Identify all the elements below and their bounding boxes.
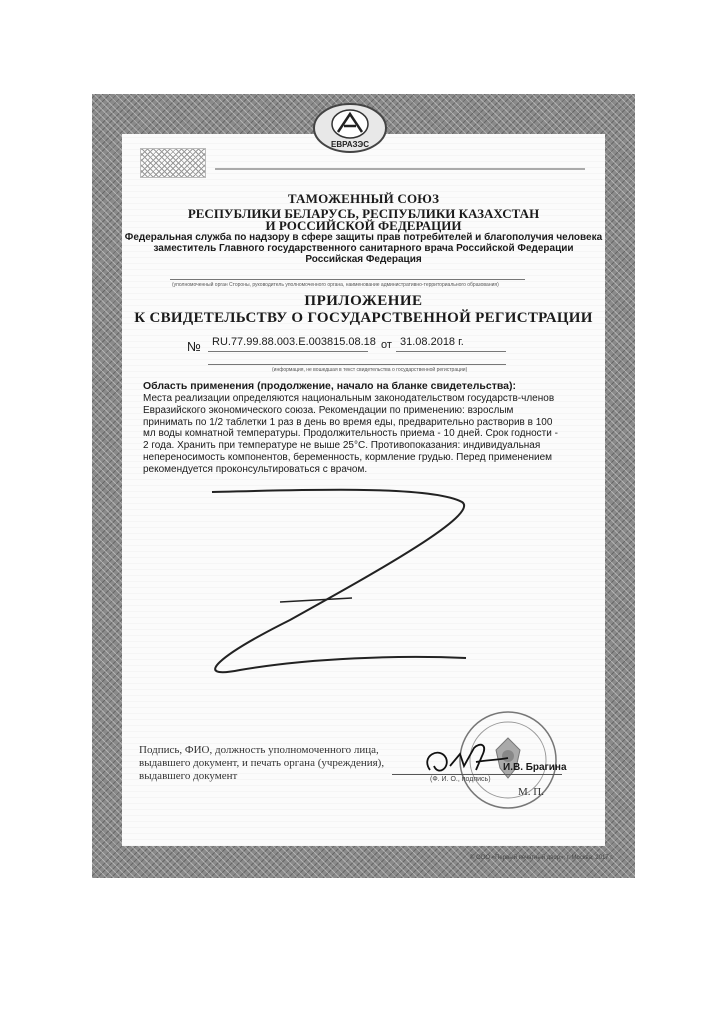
org-line-1: Федеральная служба по надзору в сфере защиты прав потребителей и благополучия человека (124, 232, 603, 243)
federation-title: И РОССИЙСКОЙ ФЕДЕРАЦИИ (265, 218, 462, 233)
certificate-title: К СВИДЕТЕЛЬСТВУ О ГОСУДАРСТВЕННОЙ РЕГИСТРАЦИИ (134, 310, 593, 326)
appendix-title: ПРИЛОЖЕНИЕ (304, 293, 423, 309)
org-caption: (уполномоченный орган Стороны, руководитель уполномоченного органа, наименование административно-территориального образования) (172, 282, 499, 288)
signatory-name: И.В. Брагина (503, 762, 567, 773)
scope-body: Места реализации определяются национальным законодательством государств-членов Евразийского экономического союза. Рекомендации по применению: взрослым принимать по 1/2 таблетки 1 раз в день во время еды, предварительно растворив в 100 мл воды комнатной температуры. Продолжительность приема - 10 дней. Срок годности - 2 года. Хранить при температуре не выше 25°С. Противопоказания: индивидуальная непереносимость компонентов, беременность, кормление грудью. Перед применением рекомендуется проконсультироваться с врачом. (143, 393, 558, 475)
ornament-pattern (140, 148, 206, 178)
signature-label: Подпись, ФИО, должность уполномоченного лица, выдавшего документ, и печать органа (учреждения), выдавшего документ (139, 744, 385, 782)
registration-number: RU.77.99.88.003.Е.003815.08.18 (212, 336, 376, 348)
emblem-text: ЕВРАЗЭС (330, 140, 370, 149)
date-label: от (381, 339, 392, 351)
date-underline (396, 351, 506, 352)
org-line-3: Российская Федерация (305, 254, 422, 265)
signature-caption: (Ф. И. О., подпись) (430, 776, 491, 783)
number-label: № (187, 339, 201, 354)
z-strike-mark-icon (180, 480, 480, 680)
org-underline (170, 279, 525, 280)
scope-title: Область применения (продолжение, начало на бланке свидетельства): (143, 380, 516, 392)
info-caption: (информация, не вошедшая в текст свидетельства о государственной регистрации) (272, 367, 468, 373)
ornament-divider (215, 168, 585, 170)
printer-footer: © ООО «Первый печатный двор», г. Москва, 2017 г. (470, 855, 614, 861)
number-underline (208, 351, 368, 352)
info-underline (208, 364, 506, 365)
registration-date: 31.08.2018 г. (400, 336, 464, 348)
signature-line (392, 774, 562, 775)
eurasec-emblem-icon (300, 100, 400, 160)
union-title: ТАМОЖЕННЫЙ СОЮЗ (287, 191, 440, 206)
republics-title: РЕСПУБЛИКИ БЕЛАРУСЬ, РЕСПУБЛИКИ КАЗАХСТАН (187, 206, 540, 221)
org-line-2: заместитель Главного государственного санитарного врача Российской Федерации (153, 243, 574, 254)
stamp-place-label: М. П. (518, 786, 544, 798)
